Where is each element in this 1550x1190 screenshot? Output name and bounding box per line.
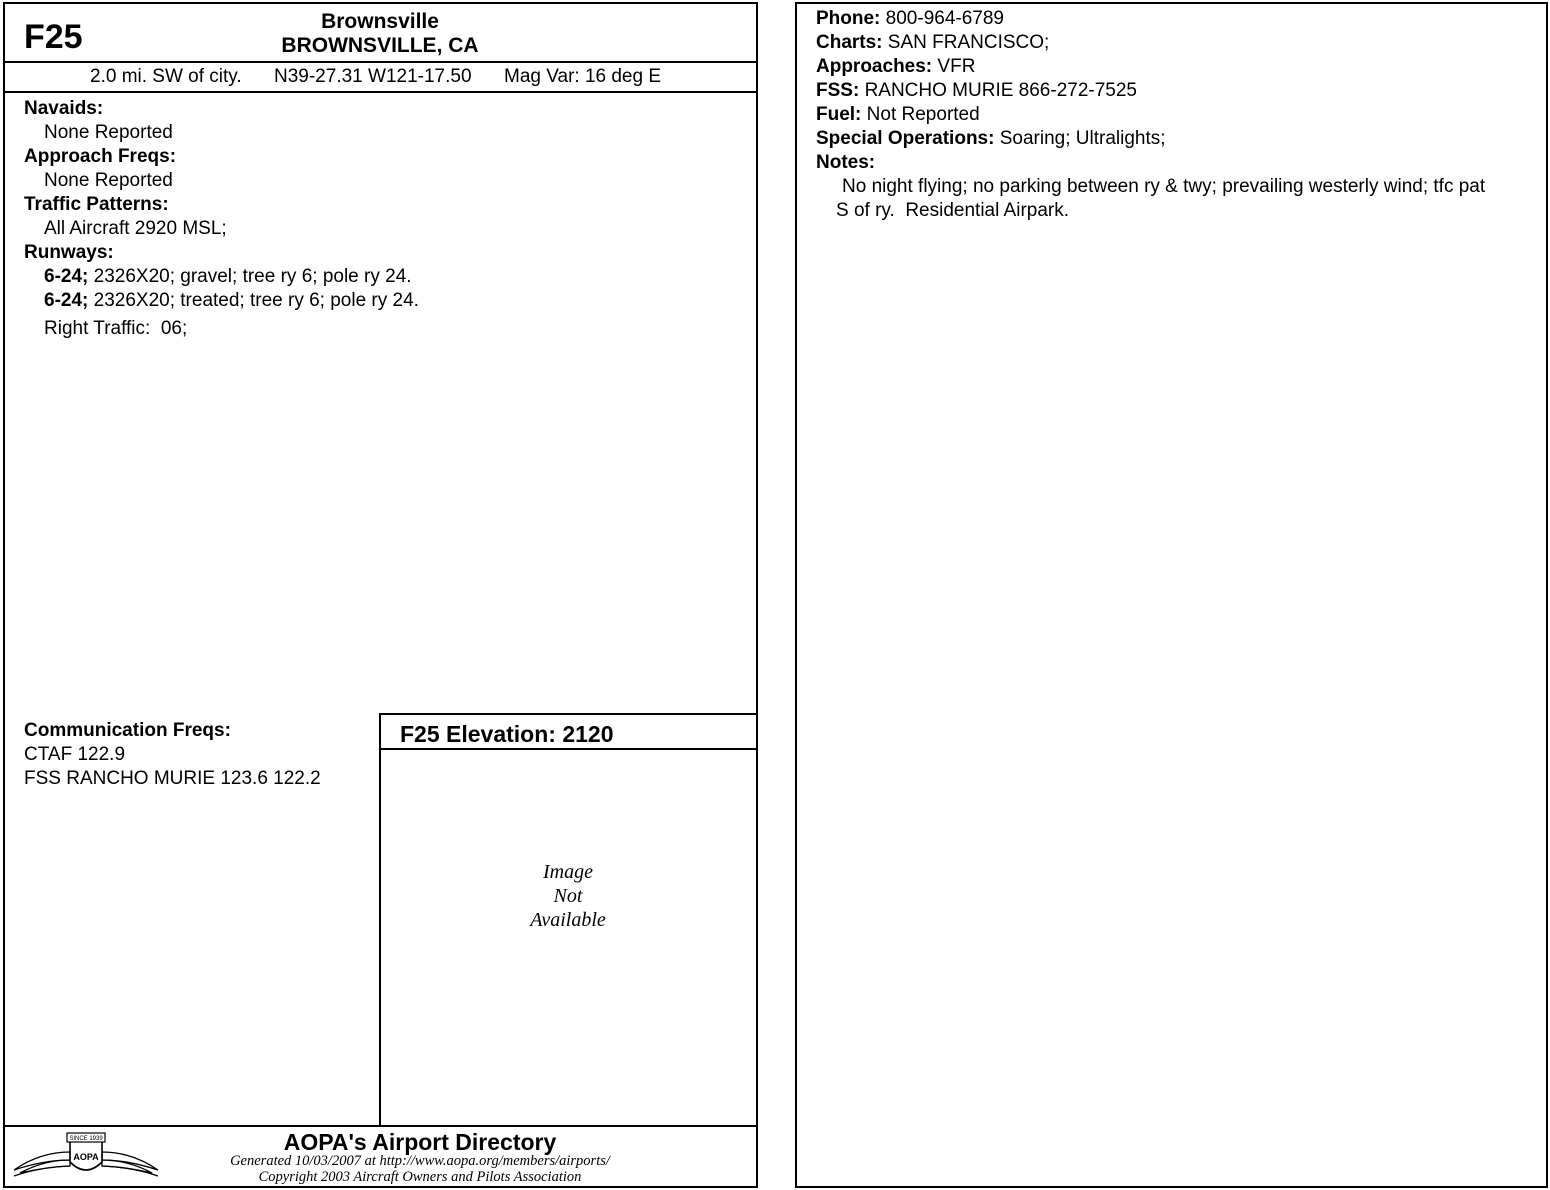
mag-var-text: Mag Var: 16 deg E (504, 66, 662, 87)
footer-divider (3, 1125, 758, 1127)
approaches-value: VFR (937, 56, 976, 77)
comm-freq-line: FSS RANCHO MURIE 123.6 122.2 (24, 768, 321, 789)
runway-desc: 2326X20; treated; tree ry 6; pole ry 24. (93, 290, 419, 311)
comm-freq-line: CTAF 122.9 (24, 744, 126, 765)
special-ops-value: Soaring; Ultralights; (999, 128, 1166, 149)
navaids-label: Navaids: (24, 98, 104, 119)
runway-row (44, 265, 412, 289)
runway-row (44, 289, 419, 313)
approaches-row (816, 55, 975, 79)
footer-copyright: Copyright 2003 Aircraft Owners and Pilots Association (258, 1169, 582, 1185)
elevation-divider (379, 748, 758, 750)
footer-title: AOPA's Airport Directory (283, 1129, 557, 1155)
airport-id: F25 (24, 18, 83, 56)
runway-id: 6-24; (44, 290, 89, 311)
notes-line: No night flying; no parking between ry & twy; prevailing westerly wind; tfc pat (842, 176, 1486, 197)
runways-label: Runways: (24, 242, 114, 263)
aopa-logo (10, 1130, 162, 1180)
fss-row (816, 79, 1137, 103)
phone-value: 800-964-6789 (885, 8, 1004, 29)
navaids-value: None Reported (44, 122, 173, 143)
right-traffic: Right Traffic: 06; (44, 318, 188, 339)
coordinates-text: N39-27.31 W121-17.50 (274, 66, 472, 87)
phone-label: Phone: (816, 8, 881, 29)
elevation-title: F25 Elevation: 2120 (400, 721, 614, 747)
charts-row (816, 31, 1049, 55)
notes-line: S of ry. Residential Airpark. (836, 200, 1070, 221)
notes-label: Notes: (816, 152, 876, 173)
fuel-row (816, 103, 980, 127)
runway-desc: 2326X20; gravel; tree ry 6; pole ry 24. (93, 266, 412, 287)
runway-id: 6-24; (44, 266, 89, 287)
special-ops-label: Special Operations: (816, 128, 995, 149)
fss-label: FSS: (816, 80, 860, 101)
footer-generated: Generated 10/03/2007 at http://www.aopa.org/members/airports/ (230, 1153, 610, 1169)
traffic-patterns-label: Traffic Patterns: (24, 194, 169, 215)
header-divider (3, 61, 758, 63)
comm-freqs-label: Communication Freqs: (24, 720, 231, 741)
logo-banner: SINCE 1939 (69, 1136, 103, 1142)
fuel-value: Not Reported (866, 104, 980, 125)
approaches-label: Approaches: (816, 56, 933, 77)
image-placeholder-line: Available (530, 909, 606, 931)
city-state: BROWNSVILLE, CA (281, 34, 479, 57)
fuel-label: Fuel: (816, 104, 862, 125)
image-placeholder-line: Not (553, 885, 583, 907)
special-ops-row (816, 127, 1166, 151)
fss-value: RANCHO MURIE 866-272-7525 (864, 80, 1138, 101)
charts-label: Charts: (816, 32, 883, 53)
phone-row (816, 7, 1004, 31)
approach-freqs-value: None Reported (44, 170, 173, 191)
logo-text: AOPA (73, 1152, 99, 1162)
location-divider (3, 91, 758, 93)
airport-name: Brownsville (321, 10, 439, 33)
location-text: 2.0 mi. SW of city. (90, 66, 242, 87)
approach-freqs-label: Approach Freqs: (24, 146, 177, 167)
traffic-patterns-value: All Aircraft 2920 MSL; (44, 218, 227, 239)
charts-value: SAN FRANCISCO; (887, 32, 1050, 53)
image-placeholder-line: Image (543, 861, 593, 883)
